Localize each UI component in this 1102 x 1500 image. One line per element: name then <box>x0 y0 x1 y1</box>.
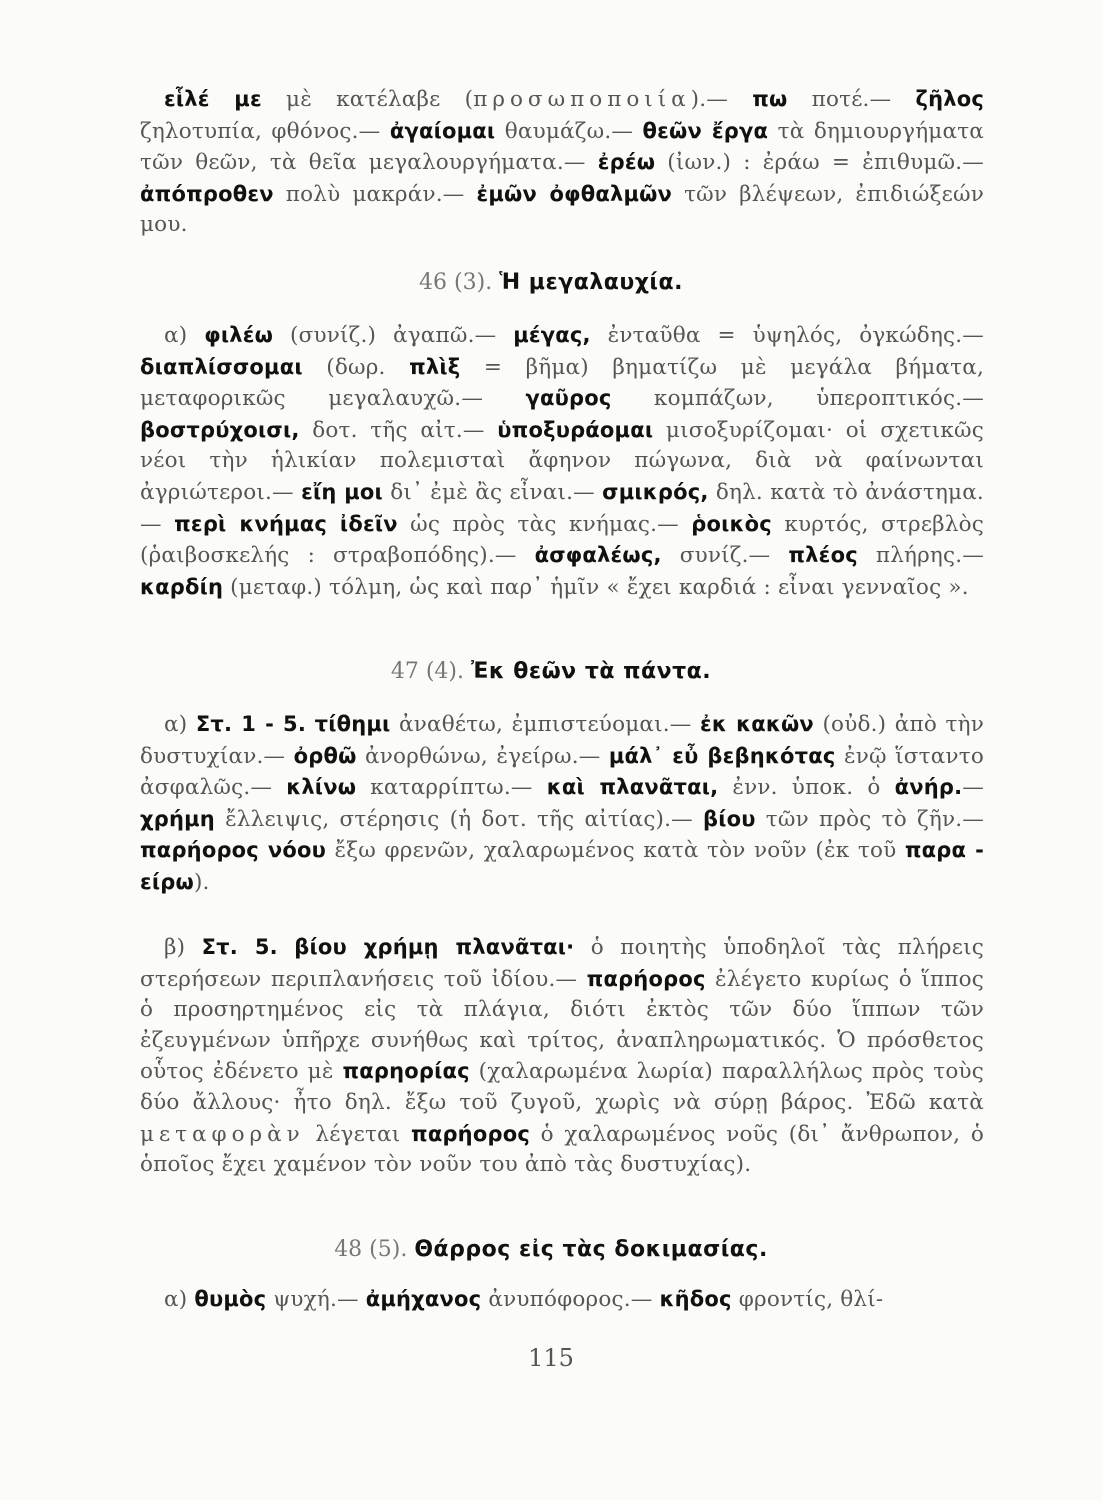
gloss-text: = βῆμα) βηματίζω μὲ μεγάλα βήματα, μεταφορικῶς μεγαλαυχῶ.— <box>140 354 984 412</box>
headword: μέγας, <box>513 323 591 347</box>
gloss-text: ). <box>193 869 210 895</box>
gloss-text: καταρρίπτω.— <box>356 775 547 801</box>
gloss-text: (μεταφ.) τόλμη, ὡς καὶ παρ᾽ ἡμῖν « ἔχει καρδιά : εἶναι γενναῖος ». <box>223 574 969 600</box>
gloss-text: ὁ χαλαρωμένος νοῦς (δι᾽ ἄνθρωπον, ὁ ὁποῖος ἔχει χαμένον τὸν νοῦν του ἀπὸ τὰς δυστυχίας). <box>140 1121 984 1178</box>
section-number: 46 (3). <box>419 270 493 295</box>
headword: τίθημι <box>314 712 391 736</box>
headword: παρα - είρω <box>140 838 984 894</box>
gloss-text: ).— <box>690 87 753 112</box>
headword: ἀσφαλέως, <box>534 543 662 568</box>
headword: εἷλέ με <box>164 87 262 111</box>
gloss-text: λέγεται <box>304 1121 412 1147</box>
section-number: 47 (4). <box>390 659 464 684</box>
gloss-text: (χαλαρωμένα λωρία) παραλλήλως πρὸς τοὺς δύο ἄλλους· ἦτο δηλ. ἔξω τοῦ ζυγοῦ, χωρὶς νὰ σύρῃ βάρος. Ἐδῶ κατὰ <box>140 1059 984 1115</box>
gloss-text: φροντίς, θλί- <box>731 1287 884 1312</box>
gloss-text: δι᾽ ἐμὲ ἂς εἶναι.— <box>382 479 603 505</box>
paragraph-48-a <box>140 1284 984 1316</box>
gloss-text: πολὺ μακράν.— <box>273 181 477 207</box>
headword: ἐρέω <box>597 150 656 175</box>
gloss-text <box>278 935 294 960</box>
gloss-text <box>306 712 315 737</box>
headword: ἐκ κακῶν <box>700 712 814 736</box>
gloss-text: ὡς πρὸς τὰς κνήμας.— <box>397 511 692 537</box>
gloss-text: ἀνυπόφορος.— <box>481 1287 660 1312</box>
headword: ἀπόπροθεν <box>140 181 274 206</box>
gloss-text: ψυχή.— <box>266 1287 366 1312</box>
headword: καὶ πλανᾶται, <box>546 775 719 800</box>
gloss-text: α) <box>164 323 205 348</box>
headword: παρήορος νόου <box>140 838 327 863</box>
gloss-text: (οὐδ.) ἀπὸ τὴν δυστυχίαν.— <box>140 712 985 769</box>
headword: παρήορος <box>411 1121 530 1146</box>
section-title: Θάρρος εἰς τὰς δοκιμασίας. <box>414 1237 768 1262</box>
section-title: Ἐκ θεῶν τὰ πάντα. <box>471 659 712 684</box>
headword: ἀμήχανος <box>365 1287 482 1311</box>
headword: περὶ κνήμας ἰδεῖν <box>174 511 398 536</box>
spaced-term: μεταφορὰν <box>140 1121 305 1147</box>
page-number: 115 <box>528 1344 574 1372</box>
headword: παρηορίας <box>342 1059 470 1084</box>
headword: θεῶν ἔργα <box>642 118 769 143</box>
headword: διαπλίσσομαι <box>140 354 303 379</box>
headword: βίου <box>703 806 756 831</box>
headword: ἀγαίομαι <box>389 118 496 143</box>
headword: Στ. 1 - 5. <box>195 712 307 736</box>
headword: παρήορος <box>586 966 706 991</box>
headword: κλίνω <box>286 775 357 800</box>
section-number: 48 (5). <box>334 1237 408 1262</box>
gloss-text: ποτέ.— <box>787 87 916 112</box>
headword: ῥοικὸς <box>691 511 772 536</box>
gloss-text: μὲ κατέλαβε ( <box>261 87 474 112</box>
paragraph-prev-1 <box>140 84 984 241</box>
gloss-text: ζηλοτυπία, φθόνος.— <box>140 118 390 144</box>
gloss-text: ἀνορθώνω, ἐγείρω.— <box>356 743 609 769</box>
gloss-text: (συνίζ.) ἀγαπῶ.— <box>273 323 514 348</box>
headword: πλὶξ <box>409 354 461 379</box>
gloss-text: τῶν βλέψεων, ἐπιδιώξεών μου. <box>140 181 985 238</box>
gloss-text: α) <box>164 1287 195 1312</box>
headword: πω <box>752 87 788 111</box>
gloss-text: ἔλλειψις, στέρησις (ἡ δοτ. τῆς αἰτίας).— <box>214 806 704 832</box>
gloss-text: — <box>962 775 984 801</box>
gloss-text: δηλ. κατὰ τὸ ἀνάστημα.— <box>140 479 984 537</box>
headword: χρήμη <box>140 806 215 831</box>
gloss-text: τὰ δημιουργήματα τῶν θεῶν, τὰ θεῖα μεγαλουργήματα.— <box>140 118 985 176</box>
headword: ὀρθῶ <box>293 743 357 768</box>
section-heading-47 <box>0 659 1102 684</box>
headword: ἀνήρ. <box>894 775 963 800</box>
gloss-text: κυρτός, στρεβλὸς (ῥαιβοσκελής : στραβοπόδης).— <box>140 511 985 569</box>
gloss-text: θαυμάζω.— <box>495 118 643 144</box>
paragraph-46-a <box>140 320 984 603</box>
gloss-text: κομπάζων, ὑπεροπτικός.— <box>611 386 984 412</box>
paragraph-47-a <box>140 709 984 899</box>
headword: ἐμῶν ὀφθαλμῶν <box>476 181 673 206</box>
paragraph-47-b <box>140 932 984 1181</box>
headword: θυμὸς <box>194 1287 267 1311</box>
gloss-text: ἀναθέτω, ἐμπιστεύομαι.— <box>390 712 701 737</box>
headword: πλέος <box>788 543 858 568</box>
section-heading-46 <box>0 270 1102 295</box>
section-heading-48 <box>0 1237 1102 1262</box>
gloss-text: τῶν πρὸς τὸ ζῆν.— <box>755 806 984 832</box>
gloss-text: ὁ ποιητὴς ὑποδηλοῖ τὰς πλήρεις στερήσεων περιπλανήσεις τοῦ ἰδίου.— <box>140 935 984 992</box>
gloss-text: β) <box>164 935 202 960</box>
gloss-text: (δωρ. <box>302 354 410 380</box>
gloss-text: ἐνταῦθα = ὑψηλός, ὀγκώδης.— <box>590 323 984 348</box>
gloss-text: ἔξω φρενῶν, χαλαρωμένος κατὰ τὸν νοῦν (ἐκ τοῦ <box>326 838 905 864</box>
headword: μάλ᾽ εὖ βεβηκότας <box>608 743 836 768</box>
headword: κῆδος <box>659 1287 732 1311</box>
gloss-text: ἐνῷ ἵσταντο ἀσφαλῶς.— <box>140 743 984 801</box>
gloss-text: (ἰων.) : ἐράω = ἐπιθυμῶ.— <box>655 150 984 176</box>
gloss-text: ἐνν. ὑποκ. ὁ <box>718 775 895 801</box>
gloss-text: πλήρης.— <box>857 543 984 569</box>
gloss-text: δοτ. τῆς αἰτ.— <box>299 417 498 443</box>
gloss-text: μισοξυρίζομαι· οἱ σχετικῶς νέοι τὴν ἡλικίαν πολεμισταὶ ἄφηνον πώγωνα, διὰ νὰ φαίνωνται ἀγριώτεροι.— <box>140 417 984 505</box>
headword: ζῆλος <box>915 87 984 111</box>
headword: βοστρύχοισι, <box>140 417 300 442</box>
headword: εἴη μοι <box>301 479 383 504</box>
headword: σμικρός, <box>602 479 709 504</box>
headword: γαῦρος <box>525 386 612 411</box>
headword: Στ. 5. <box>201 935 278 959</box>
headword: ὑποξυράομαι <box>497 417 654 442</box>
gloss-text: α) <box>164 712 196 737</box>
gloss-text: ἐλέγετο κυρίως ὁ ἵππος ὁ προσηρτημένος εἰς τὰ πλάγια, διότι ἐκτὸς τῶν δύο ἵππων τῶν ἐζευγμένων ὑπῆρχε συνήθως καὶ τρίτος, ἀναπληρωματικός. Ὁ πρόσθετος οὗτος ἐδένετο μὲ <box>140 966 984 1085</box>
spaced-term: προσωποποιία <box>473 87 691 112</box>
gloss-text: συνίζ.— <box>661 543 789 569</box>
headword: βίου χρήμῃ πλανᾶται· <box>294 935 575 959</box>
headword: καρδίη <box>140 574 224 599</box>
section-title: Ἡ μεγαλαυχία. <box>499 270 683 295</box>
headword: φιλέω <box>204 323 274 347</box>
